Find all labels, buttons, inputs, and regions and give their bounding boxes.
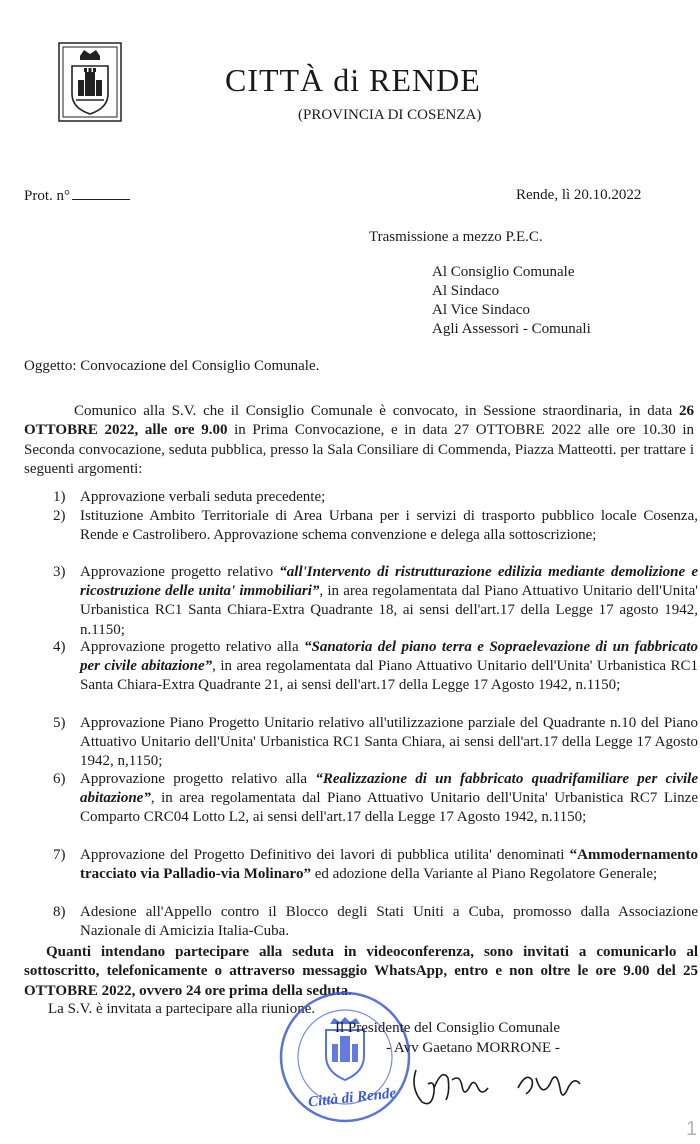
recipient-line: Al Vice Sindaco xyxy=(432,302,530,318)
agenda-number: 3) xyxy=(53,564,66,580)
signatory-role: Il Presidente del Consiglio Comunale xyxy=(335,1020,560,1036)
agenda-number: 4) xyxy=(53,639,66,655)
page-number: 1 xyxy=(686,1118,698,1140)
agenda-number: 6) xyxy=(53,771,66,787)
handwritten-signature-icon xyxy=(408,1058,598,1113)
recipient-line: Al Sindaco xyxy=(432,283,500,299)
agenda-text: Approvazione progetto relativo “all'Intervento di ristrutturazione edilizia mediante demolizione e ricostruzione delle unita' immobiliari”, in area regolamentata dal Piano Attuativo Unitario dell'Unita' Urbanistica RC1 Santa Chiara-Extra Quadrante 18, ai sensi dell'art.17 della Legge 17 agosto 1942, n.1150; xyxy=(80,564,698,638)
agenda-number: 7) xyxy=(53,847,66,863)
agenda-emphasis: “all'Intervento di ristrutturazione edilizia mediante demolizione e ricostruzione delle unita' immobiliari” xyxy=(80,564,698,600)
agenda-emphasis: “Sanatoria del piano terra e Sopraelevazione di un fabbricato per civile abitazione” xyxy=(80,639,698,675)
agenda-number: 8) xyxy=(53,904,66,920)
intro-paragraph xyxy=(24,402,694,479)
videoconference-notice: Quanti intendano partecipare alla seduta in videoconferenza, sono invitati a comunicarlo al sottoscritto, telefonicamente o attraverso messaggio WhatsApp, entro e non oltre le ore 9.00 del 25 OTTOBRE 2022, ovvero 24 ore prima della seduta. xyxy=(24,944,698,999)
closing-line: La S.V. è invitata a partecipare alla riunione. xyxy=(48,1001,316,1017)
protocol-label: Prot. n° xyxy=(24,188,71,204)
protocol-blank xyxy=(72,187,130,200)
subject-line: Oggetto: Convocazione del Consiglio Comunale. xyxy=(24,358,320,374)
agenda-text: Approvazione verbali seduta precedente; xyxy=(80,489,326,505)
agenda-text: Adesione all'Appello contro il Blocco degli Stati Uniti a Cuba, promosso dalla Associazione Nazionale di Amicizia Italia-Cuba. xyxy=(80,904,698,940)
stamp-text: Città di Rende xyxy=(307,1085,397,1111)
agenda-number: 1) xyxy=(53,489,66,505)
agenda-text: Approvazione del Progetto Definitivo dei lavori di pubblica utilita' denominati “Ammodernamento tracciato via Palladio-via Molinaro” ed adozione della Variante al Piano Regolatore Generale; xyxy=(80,847,698,883)
agenda-number: 5) xyxy=(53,715,66,731)
intro-text-continued: in Prima Convocazione, e in data 27 OTTOBRE 2022 alle ore 10.30 in Seconda convocazione, seduta pubblica, presso la Sala Consiliare di Commenda, Piazza Matteotti. per trattare i seguenti argomenti: xyxy=(24,422,695,477)
agenda-text: Approvazione progetto relativo alla “Sanatoria del piano terra e Sopraelevazione di un fabbricato per civile abitazione”, in area regolamentata dal Piano Attuativo Unitario dell'Unita' Urbanistica RC1 Santa Chiara-Extra Quadrante 21, ai sensi dell'art.17 della Legge 17 Agosto 1942, n.1150; xyxy=(80,639,698,694)
agenda-text: Approvazione Piano Progetto Unitario relativo all'utilizzazione parziale del Quadrante n.10 del Piano Attuativo Unitario dell'Unita' Urbanistica RC1 Santa Chiara, ai sensi dell'art.17 della Legge 17 Agosto 1942, n,1150; xyxy=(80,715,698,770)
province-subheading: (PROVINCIA DI COSENZA) xyxy=(298,107,482,123)
intro-text: Comunico alla S.V. che il Consiglio Comunale è convocato, in Sessione straordinaria, in data xyxy=(74,403,679,419)
agenda-emphasis: “Ammodernamento tracciato via Palladio-via Molinaro” xyxy=(80,847,698,883)
protocol-number xyxy=(24,187,130,205)
signatory-name: - Avv Gaetano MORRONE - xyxy=(386,1040,560,1056)
agenda-text: Approvazione progetto relativo alla “Realizzazione di un fabbricato quadrifamiliare per civile abitazione”, in area regolamentata dal Piano Attuativo Unitario dell'Unita' Urbanistica RC7 Linze Comparto CRC04 Lotto L2, ai sensi dell'art.17 della Legge 17 Agosto 1942, n.1150; xyxy=(80,771,699,826)
transmission-note: Trasmissione a mezzo P.E.C. xyxy=(369,229,543,245)
agenda-number: 2) xyxy=(53,508,66,524)
recipient-line: Agli Assessori - Comunali xyxy=(432,321,591,337)
recipient-line: Al Consiglio Comunale xyxy=(432,264,575,280)
agenda-emphasis: “Realizzazione di un fabbricato quadrifamiliare per civile abitazione” xyxy=(80,771,699,807)
city-seal-stamp-icon xyxy=(278,990,413,1125)
first-convocation-date: 26 OTTOBRE 2022, alle ore 9.00 xyxy=(24,403,694,439)
city-crest-icon xyxy=(58,42,122,122)
agenda-text: Istituzione Ambito Territoriale di Area Urbana per i servizi di trasporto pubblico locale Cosenza, Rende e Castrolibero. Approvazione schema convenzione e delega alla sottoscrizione; xyxy=(80,508,698,544)
place-date: Rende, lì 20.10.2022 xyxy=(516,187,642,203)
city-name-heading: CITTÀ di RENDE xyxy=(225,62,481,98)
